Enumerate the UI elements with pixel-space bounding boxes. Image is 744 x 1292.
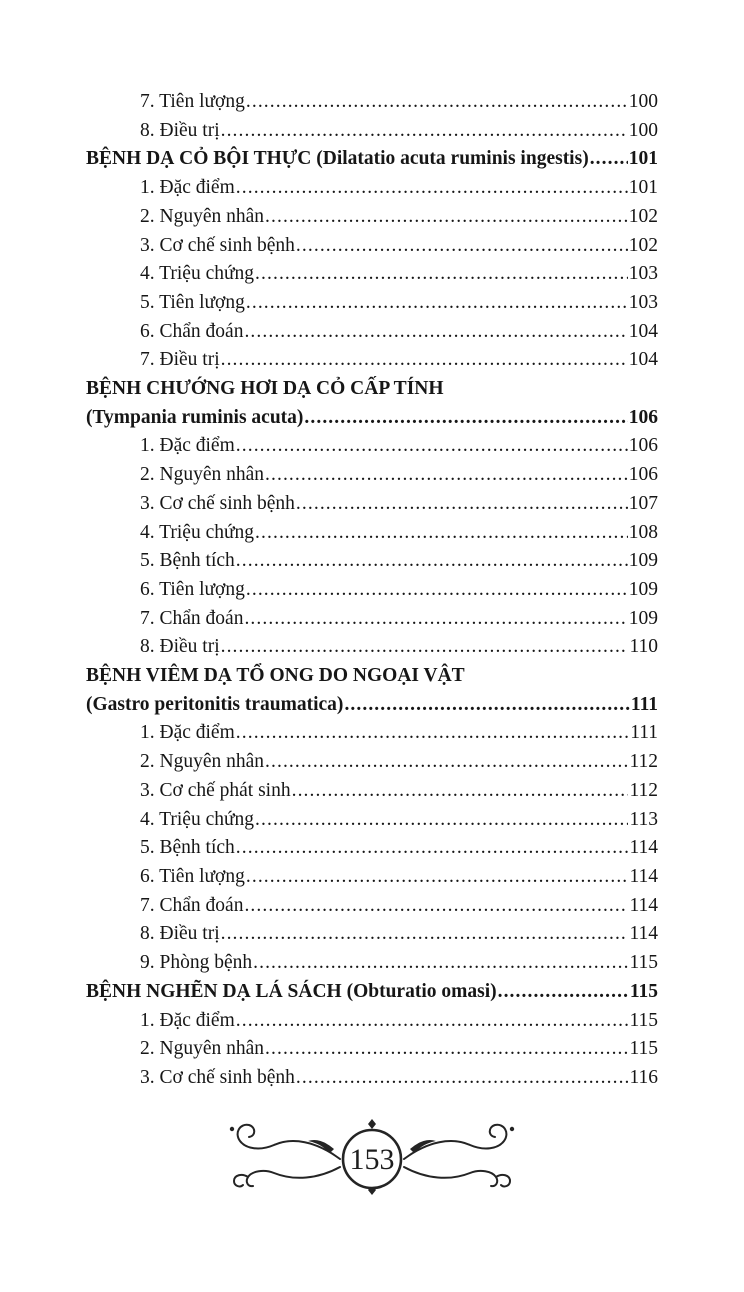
toc-dot-leader [221, 920, 629, 949]
toc-dot-leader [255, 260, 628, 289]
toc-item-row [86, 346, 658, 375]
toc-page-number: 102 [628, 234, 658, 256]
toc-dot-leader [344, 691, 629, 720]
toc-page-number: 111 [630, 693, 658, 715]
toc-page-number: 106 [628, 435, 658, 457]
toc-entry-label: (Tympania ruminis acuta) [86, 406, 304, 428]
toc-dot-leader [244, 605, 627, 634]
toc-entry-label: 7. Chẩn đoán [140, 607, 244, 629]
toc-page-number: 102 [628, 205, 658, 227]
toc-item-row [86, 863, 658, 892]
toc-item-row [86, 318, 658, 347]
toc-page-number: 114 [629, 865, 658, 887]
toc-item-row [86, 232, 658, 261]
toc-item-row [86, 260, 658, 289]
toc-dot-leader [253, 949, 628, 978]
toc-item-row [86, 806, 658, 835]
page-footer-ornament [86, 1115, 658, 1199]
toc-item-row [86, 88, 658, 117]
toc-dot-leader [304, 404, 627, 433]
toc-dot-leader [246, 863, 629, 892]
toc-heading-row [86, 662, 658, 691]
toc-entry-label: 3. Cơ chế sinh bệnh [140, 492, 295, 514]
left-flourish [230, 1124, 340, 1186]
toc-page-number: 101 [628, 148, 658, 170]
toc-entry-label: 7. Chẩn đoán [140, 894, 244, 916]
toc-dot-leader [296, 490, 628, 519]
toc-item-row [86, 920, 658, 949]
toc-entry-label: 1. Đặc điểm [140, 435, 235, 457]
toc-dot-leader [246, 88, 628, 117]
toc-item-row [86, 748, 658, 777]
toc-item-row [86, 1007, 658, 1036]
toc-dot-leader [255, 806, 628, 835]
toc-entry-label: 7. Điều trị [140, 349, 220, 371]
toc-page-number: 115 [629, 952, 658, 974]
toc-page-number: 112 [629, 779, 658, 801]
toc-dot-leader [265, 203, 628, 232]
toc-entry-label: 1. Đặc điểm [140, 1009, 235, 1031]
toc-dot-leader [236, 547, 628, 576]
toc-entry-label: 4. Triệu chứng [140, 263, 255, 285]
toc-page-number: 108 [628, 521, 658, 543]
toc-heading-row [86, 145, 658, 174]
toc-item-row [86, 174, 658, 203]
toc-dot-leader [236, 432, 628, 461]
toc-dot-leader [265, 1035, 628, 1064]
toc-dot-leader [498, 978, 629, 1007]
toc-item-row [86, 777, 658, 806]
toc-entry-label: 3. Cơ chế sinh bệnh [140, 234, 295, 256]
toc-dot-leader [255, 519, 628, 548]
toc-entry-label: 5. Bệnh tích [140, 550, 235, 572]
toc-entry-label: 4. Triệu chứng [140, 521, 255, 543]
toc-dot-leader [236, 719, 629, 748]
toc-page-number: 101 [628, 177, 658, 199]
toc-dot-leader [292, 777, 629, 806]
toc-page-number: 103 [628, 263, 658, 285]
toc-item-row [86, 117, 658, 146]
toc-entry-label: 6. Chẩn đoán [140, 320, 244, 342]
toc-dot-leader [221, 346, 628, 375]
toc-dot-leader [296, 232, 628, 261]
toc-page-number: 112 [629, 751, 658, 773]
toc-page-number: 109 [628, 607, 658, 629]
toc-list [86, 88, 658, 1093]
toc-page-number: 107 [628, 492, 658, 514]
toc-entry-label: 2. Nguyên nhân [140, 205, 265, 227]
toc-heading-row [86, 978, 658, 1007]
toc-item-row [86, 719, 658, 748]
toc-dot-leader [244, 892, 628, 921]
toc-page-number: 110 [629, 636, 658, 658]
toc-item-row [86, 633, 658, 662]
toc-page-number: 104 [628, 320, 658, 342]
toc-entry-label: 9. Phòng bệnh [140, 952, 253, 974]
toc-item-row [86, 1035, 658, 1064]
toc-heading-row [86, 404, 658, 433]
toc-entry-label: 5. Tiên lượng [140, 291, 245, 313]
toc-item-row [86, 490, 658, 519]
toc-page-number: 114 [629, 894, 658, 916]
toc-page-number: 109 [628, 550, 658, 572]
page-number: 153 [349, 1142, 395, 1176]
toc-entry-label: BỆNH VIÊM DẠ TỔ ONG DO NGOẠI VẬT [86, 665, 465, 687]
toc-entry-label: 8. Điều trị [140, 923, 220, 945]
toc-page-number: 109 [628, 578, 658, 600]
toc-page-number: 114 [629, 837, 658, 859]
toc-entry-label: BỆNH NGHẼN DẠ LÁ SÁCH (Obturatio omasi) [86, 980, 497, 1002]
toc-dot-leader [246, 289, 628, 318]
toc-item-row [86, 892, 658, 921]
toc-page-number: 115 [629, 1038, 658, 1060]
toc-entry-label: 1. Đặc điểm [140, 177, 235, 199]
toc-page-number: 111 [630, 722, 658, 744]
toc-item-row [86, 432, 658, 461]
toc-entry-label: (Gastro peritonitis traumatica) [86, 693, 344, 715]
top-diamond-ornament [368, 1119, 376, 1129]
toc-item-row [86, 834, 658, 863]
toc-item-row [86, 289, 658, 318]
toc-page-number: 104 [628, 349, 658, 371]
toc-heading-row [86, 691, 658, 720]
toc-entry-label: 5. Bệnh tích [140, 837, 235, 859]
toc-item-row [86, 203, 658, 232]
toc-dot-leader [265, 461, 628, 490]
toc-page-number: 115 [629, 1009, 658, 1031]
toc-dot-leader [236, 174, 628, 203]
footer-flourish-graphic [212, 1115, 532, 1199]
toc-entry-label: 6. Tiên lượng [140, 865, 245, 887]
toc-dot-leader [221, 117, 628, 146]
toc-dot-leader [590, 145, 628, 174]
toc-dot-leader [244, 318, 627, 347]
toc-entry-label: 3. Cơ chế sinh bệnh [140, 1066, 295, 1088]
toc-entry-label: 3. Cơ chế phát sinh [140, 779, 291, 801]
toc-entry-label: BỆNH DẠ CỎ BỘI THỰC (Dilatatio acuta ruminis ingestis) [86, 148, 589, 170]
toc-item-row [86, 576, 658, 605]
toc-dot-leader [246, 576, 628, 605]
toc-dot-leader [265, 748, 628, 777]
toc-heading-row [86, 375, 658, 404]
toc-page-number: 106 [628, 406, 658, 428]
toc-page-number: 115 [629, 980, 658, 1002]
toc-item-row [86, 547, 658, 576]
toc-dot-leader [296, 1064, 629, 1093]
toc-page-number: 103 [628, 291, 658, 313]
toc-entry-label: 8. Điều trị [140, 636, 220, 658]
toc-item-row [86, 605, 658, 634]
toc-item-row [86, 949, 658, 978]
right-flourish [404, 1124, 514, 1186]
toc-dot-leader [236, 1007, 629, 1036]
toc-entry-label: 7. Tiên lượng [140, 91, 245, 112]
toc-entry-label: 8. Điều trị [140, 119, 220, 141]
toc-dot-leader [236, 834, 629, 863]
toc-page-number: 100 [628, 91, 658, 112]
toc-entry-label: 2. Nguyên nhân [140, 1038, 265, 1060]
toc-item-row [86, 519, 658, 548]
toc-item-row [86, 461, 658, 490]
toc-entry-label: 4. Triệu chứng [140, 808, 255, 830]
toc-entry-label: 2. Nguyên nhân [140, 464, 265, 486]
toc-page-number: 116 [629, 1066, 658, 1088]
toc-page-number: 113 [629, 808, 658, 830]
toc-entry-label: 2. Nguyên nhân [140, 751, 265, 773]
toc-entry-label: 1. Đặc điểm [140, 722, 235, 744]
toc-item-row [86, 1064, 658, 1093]
toc-entry-label: 6. Tiên lượng [140, 578, 245, 600]
toc-page-number: 106 [628, 464, 658, 486]
toc-page-number: 100 [628, 119, 658, 141]
toc-dot-leader [221, 633, 629, 662]
toc-entry-label: BỆNH CHƯỚNG HƠI DẠ CỎ CẤP TÍNH [86, 378, 444, 400]
toc-page-number: 114 [629, 923, 658, 945]
